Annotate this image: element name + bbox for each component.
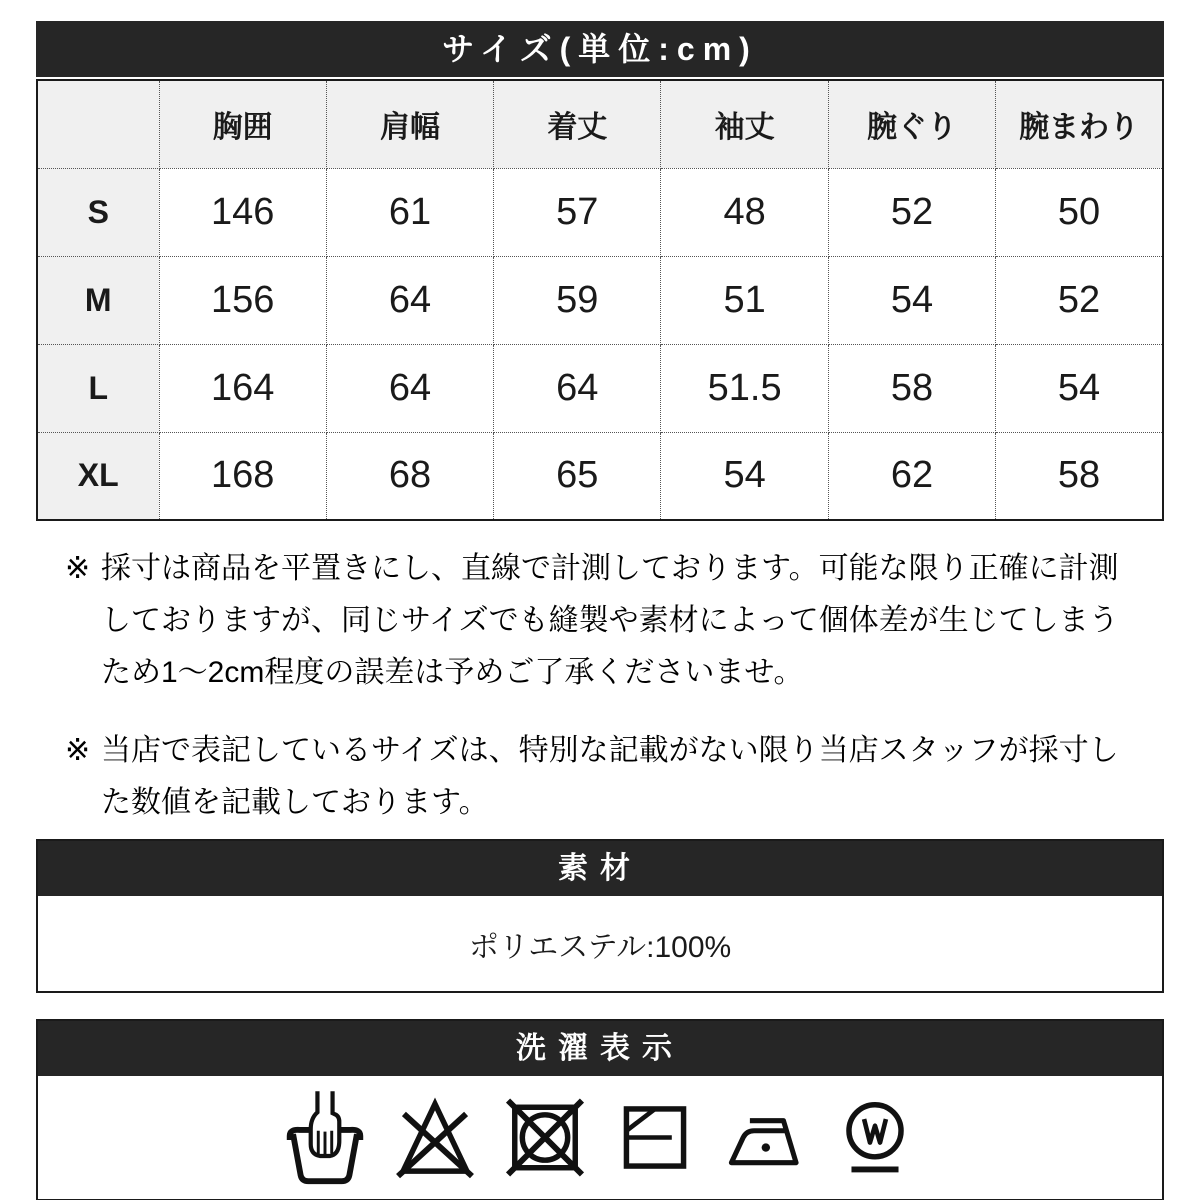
- col-header-sleeve: 袖丈: [661, 80, 828, 168]
- notes-block: [36, 543, 1164, 829]
- cell-value: 156: [159, 256, 326, 344]
- cell-value: 64: [326, 256, 493, 344]
- cell-value: 164: [159, 344, 326, 432]
- col-header-arm: 腕まわり: [996, 80, 1163, 168]
- size-label: M: [37, 256, 159, 344]
- material-section: [36, 839, 1164, 993]
- size-label: L: [37, 344, 159, 432]
- col-header-length: 着丈: [494, 80, 661, 168]
- size-table-title: サイズ(単位:cm): [36, 21, 1164, 77]
- cell-value: 54: [996, 344, 1163, 432]
- size-label: XL: [37, 432, 159, 520]
- note-text: 採寸は商品を平置きにし、直線で計測しております。可能な限り正確に計測しておりますが、同じサイズでも縫製や素材によって個体差が生じてしまうため1〜2cm程度の誤差は予めご了承くださいませ。: [101, 552, 1119, 689]
- cell-value: 57: [494, 168, 661, 256]
- cell-value: 64: [494, 344, 661, 432]
- measurement-note: [65, 543, 1135, 699]
- note-text: 当店で表記しているサイズは、特別な記載がない限り当店スタッフが採寸した数値を記載しております。: [101, 734, 1119, 819]
- staff-measured-note: [65, 725, 1135, 829]
- material-value: ポリエステル:100%: [468, 930, 732, 964]
- cell-value: 51.5: [661, 344, 828, 432]
- size-table-section: [36, 21, 1164, 521]
- cell-value: 146: [159, 168, 326, 256]
- cell-value: 58: [996, 432, 1163, 520]
- cell-value: 52: [828, 168, 995, 256]
- do-not-bleach-icon: [393, 1087, 477, 1188]
- note-marker: ※: [65, 552, 91, 585]
- cell-value: 48: [661, 168, 828, 256]
- cell-value: 50: [996, 168, 1163, 256]
- col-header-armhole: 腕ぐり: [828, 80, 995, 168]
- size-table: [36, 79, 1164, 521]
- size-label: S: [37, 168, 159, 256]
- cell-value: 51: [661, 256, 828, 344]
- table-row-l: [37, 344, 1163, 432]
- professional-wet-cleaning-icon: [833, 1087, 917, 1188]
- cell-value: 58: [828, 344, 995, 432]
- col-header-shoulder: 肩幅: [326, 80, 493, 168]
- corner-cell: [37, 80, 159, 168]
- do-not-tumble-dry-icon: [503, 1087, 587, 1188]
- laundry-title: 洗濯表示: [38, 1021, 1162, 1076]
- cell-value: 61: [326, 168, 493, 256]
- cell-value: 59: [494, 256, 661, 344]
- cell-value: 168: [159, 432, 326, 520]
- table-row-s: [37, 168, 1163, 256]
- material-title: 素材: [38, 841, 1162, 896]
- size-table-header-row: [37, 80, 1163, 168]
- iron-low-temp-icon: [723, 1087, 807, 1188]
- cell-value: 64: [326, 344, 493, 432]
- col-header-chest: 胸囲: [159, 80, 326, 168]
- note-marker: ※: [65, 734, 91, 767]
- cell-value: 68: [326, 432, 493, 520]
- hand-wash-icon: [283, 1087, 367, 1188]
- laundry-section: [36, 1019, 1164, 1200]
- flat-dry-in-shade-icon: [613, 1087, 697, 1188]
- table-row-m: [37, 256, 1163, 344]
- cell-value: 52: [996, 256, 1163, 344]
- table-row-xl: [37, 432, 1163, 520]
- cell-value: 54: [828, 256, 995, 344]
- material-body: [38, 896, 1162, 991]
- cell-value: 54: [661, 432, 828, 520]
- cell-value: 65: [494, 432, 661, 520]
- cell-value: 62: [828, 432, 995, 520]
- laundry-icons-row: [38, 1076, 1162, 1199]
